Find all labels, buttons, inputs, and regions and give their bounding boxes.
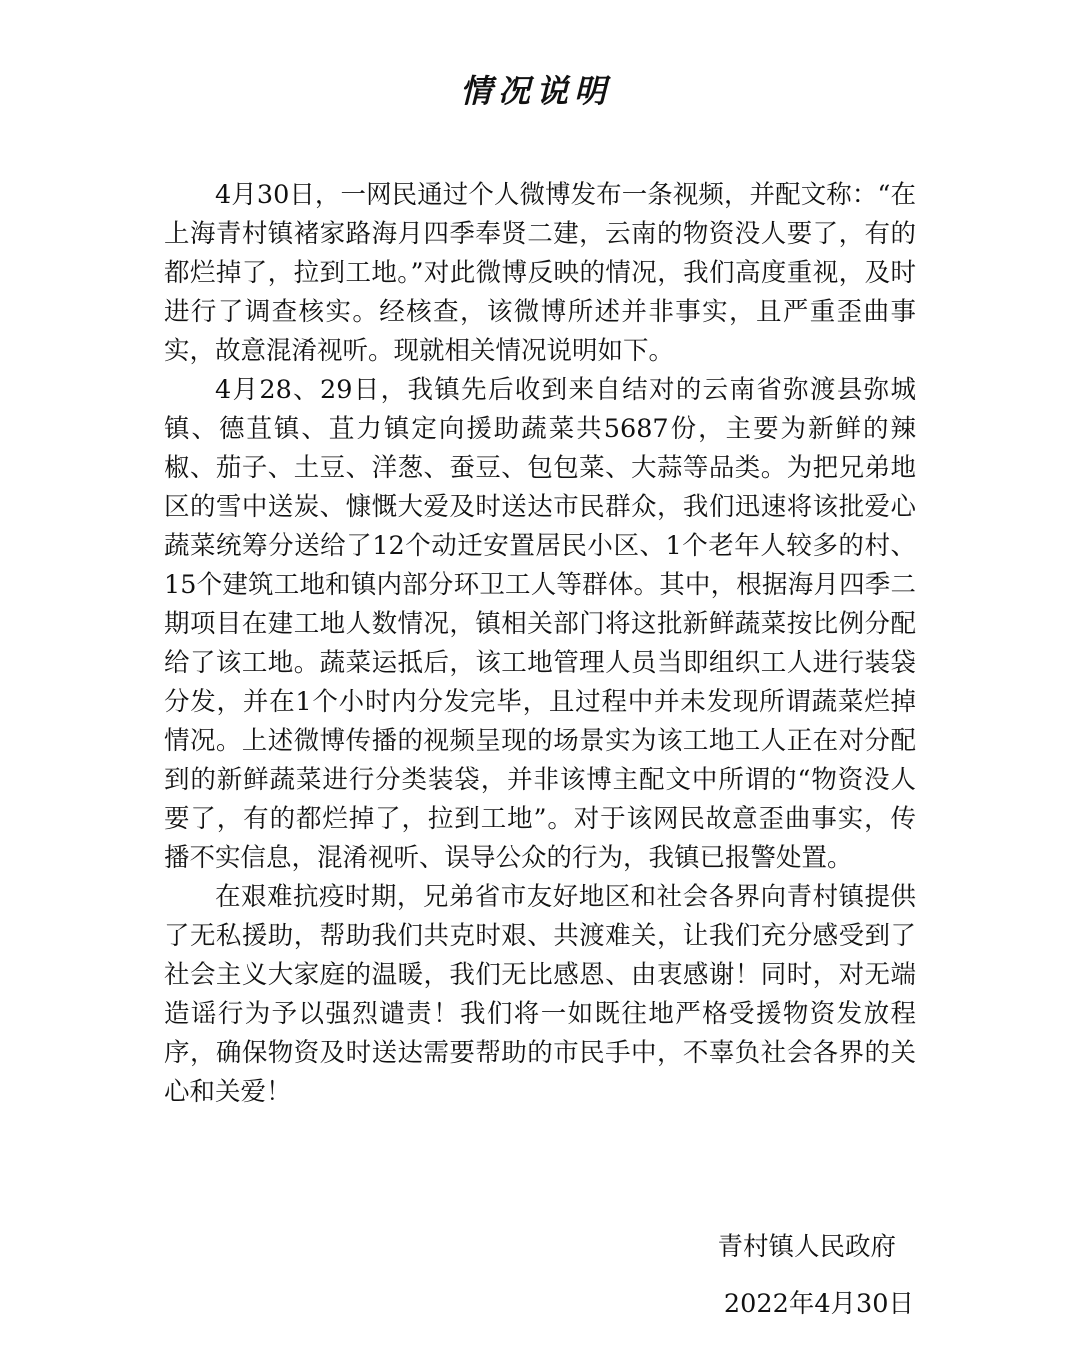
paragraph-3: 在艰难抗疫时期，兄弟省市友好地区和社会各界向青村镇提供了无私援助，帮助我们共克时艰、共渡难关，让我们充分感受到了社会主义大家庭的温暖，我们无比感恩、由衷感谢！同时，对无端造谣行为予以强烈谴责！我们将一如既往地严格受援物资发放程序，确保物资及时送达需要帮助的市民手中，不辜负社会各界的关心和关爱！: [164, 882, 916, 1107]
signature-block: [717, 1228, 914, 1324]
paragraph-1: 4月30日，一网民通过个人微博发布一条视频，并配文称：“在上海青村镇褚家路海月四季奉贤二建，云南的物资没人要了，有的都烂掉了，拉到工地。”对此微博反映的情况，我们高度重视，及时进行了调查核实。经核查，该微博所述并非事实，且严重歪曲事实，故意混淆视听。现就相关情况说明如下。: [164, 180, 916, 366]
document-body: [164, 176, 916, 1112]
signature-organization: 青村镇人民政府: [717, 1232, 896, 1262]
signature-date: 2022年4月30日: [723, 1289, 914, 1319]
document-title: 情况说明: [459, 72, 612, 110]
paragraph-2: 4月28、29日，我镇先后收到来自结对的云南省弥渡县弥城镇、德苴镇、苴力镇定向援助蔬菜共5687份，主要为新鲜的辣椒、茄子、土豆、洋葱、蚕豆、包包菜、大蒜等品类。为把兄弟地区的雪中送炭、慷慨大爱及时送达市民群众，我们迅速将该批爱心蔬菜统筹分送给了12个动迁安置居民小区、1个老年人较多的村、15个建筑工地和镇内部分环卫工人等群体。其中，根据海月四季二期项目在建工地人数情况，镇相关部门将这批新鲜蔬菜按比例分配给了该工地。蔬菜运抵后，该工地管理人员当即组织工人进行装袋分发，并在1个小时内分发完毕，且过程中并未发现所谓蔬菜烂掉情况。上述微博传播的视频呈现的场景实为该工地工人正在对分配到的新鲜蔬菜进行分类装袋，并非该博主配文中所谓的“物资没人要了，有的都烂掉了，拉到工地”。对于该网民故意歪曲事实，传播不实信息，混淆视听、误导公众的行为，我镇已报警处置。: [164, 375, 916, 873]
